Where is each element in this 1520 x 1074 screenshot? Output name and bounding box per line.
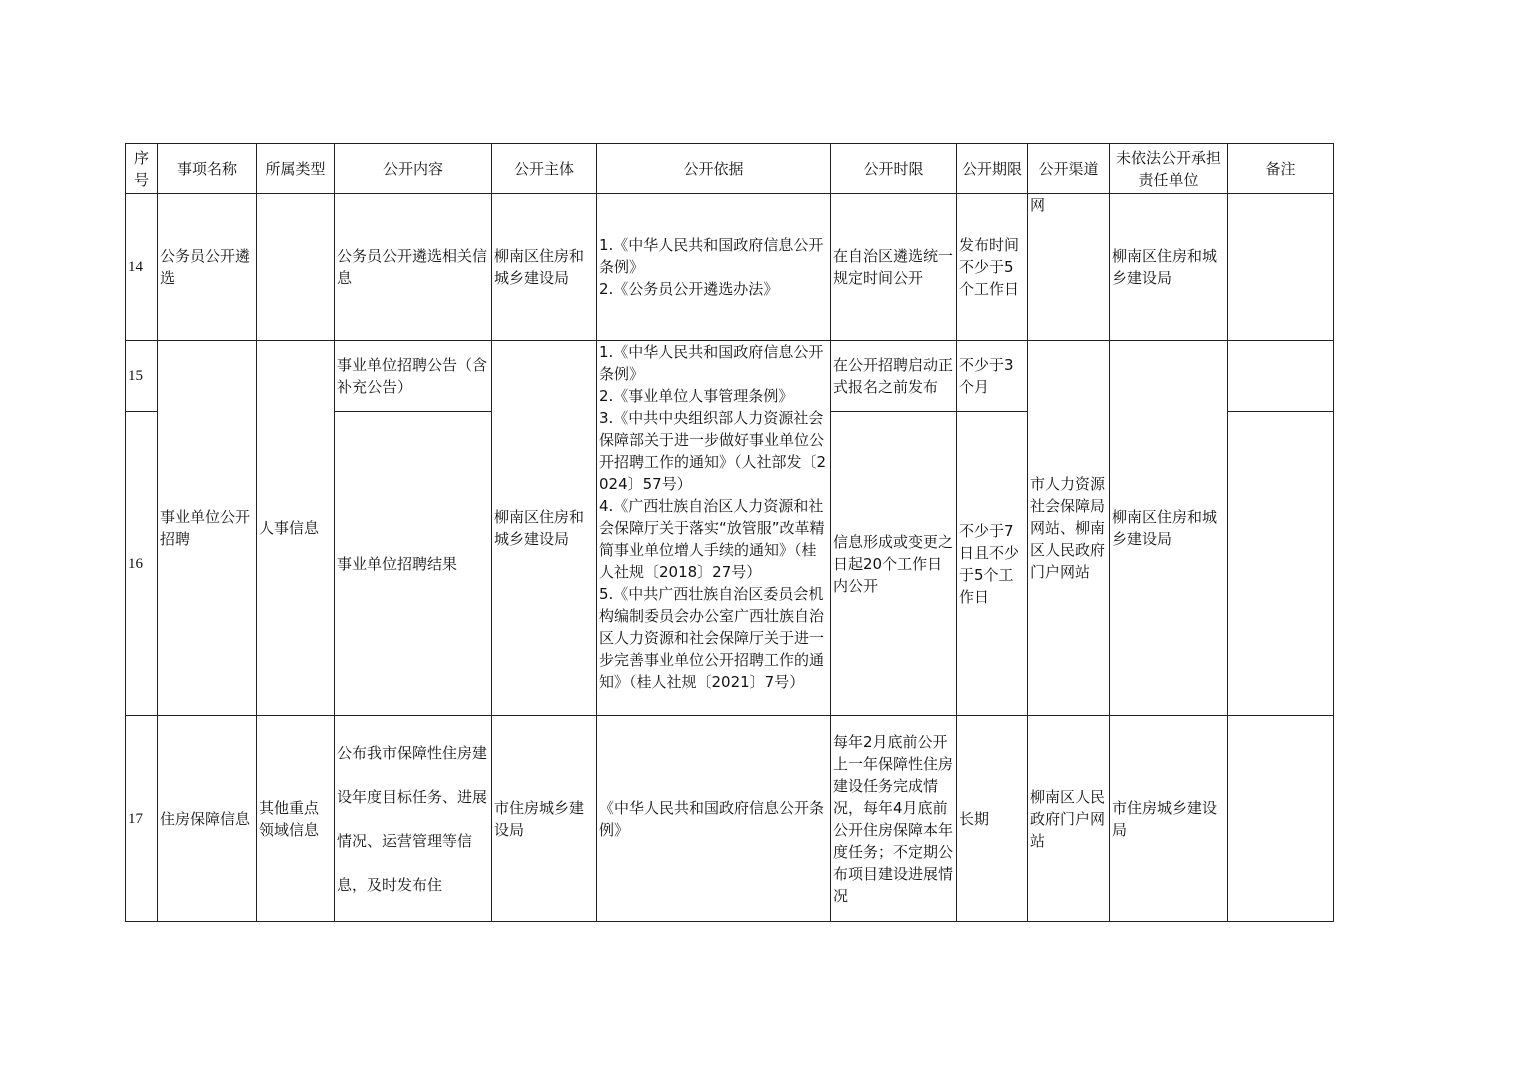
basis-line: 4.《广西壮族自治区人力资源和社会保障厅关于落实“放管服”改革精简事业单位增人手续的通知》（桂人社规〔2018〕27号）: [599, 497, 825, 581]
header-time: 公开时限: [831, 144, 957, 194]
cell-content: 公务员公开遴选相关信息: [335, 194, 492, 341]
cell-term: 不少于3个月: [957, 341, 1028, 412]
cell-channel: 网: [1028, 194, 1110, 341]
cell-term: 发布时间不少于5个工作日: [957, 194, 1028, 341]
cell-time: 每年2月底前公开上一年保障性住房建设任务完成情况，每年4月底前公开住房保障本年度任务；不定期公布项目建设进展情况: [831, 716, 957, 922]
header-term: 公开期限: [957, 144, 1028, 194]
cell-note: [1228, 341, 1334, 412]
cell-time: 在公开招聘启动正式报名之前发布: [831, 341, 957, 412]
cell-term: 不少于7日且不少于5个工作日: [957, 412, 1028, 716]
cell-name: 公务员公开遴选: [158, 194, 257, 341]
basis-line: 2.《公务员公开遴选办法》: [599, 280, 779, 298]
cell-term: 长期: [957, 716, 1028, 922]
cell-seq: 14: [126, 194, 158, 341]
cell-name: 事业单位公开招聘: [158, 341, 257, 716]
header-type: 所属类型: [257, 144, 335, 194]
header-responsible: 未依法公开承担责任单位: [1110, 144, 1228, 194]
cell-seq: 15: [126, 341, 158, 412]
header-note: 备注: [1228, 144, 1334, 194]
cell-subject: 柳南区住房和城乡建设局: [492, 194, 597, 341]
header-seq: 序号: [126, 144, 158, 194]
header-subject: 公开主体: [492, 144, 597, 194]
cell-type: [257, 194, 335, 341]
cell-content: 事业单位招聘公告（含补充公告）: [335, 341, 492, 412]
cell-responsible: 柳南区住房和城乡建设局: [1110, 194, 1228, 341]
cell-subject: 柳南区住房和城乡建设局: [492, 341, 597, 716]
cell-name: 住房保障信息: [158, 716, 257, 922]
table-row: [126, 716, 1334, 922]
cell-content: 事业单位招聘结果: [335, 412, 492, 716]
cell-subject: 市住房城乡建设局: [492, 716, 597, 922]
cell-responsible: 市住房城乡建设局: [1110, 716, 1228, 922]
basis-line: 3.《中共中央组织部人力资源社会保障部关于进一步做好事业单位公开招聘工作的通知》（人社部发〔2024〕57号）: [599, 409, 827, 493]
table-row: [126, 194, 1334, 341]
cell-type: 其他重点领域信息: [257, 716, 335, 922]
cell-channel: 柳南区人民政府门户网站: [1028, 716, 1110, 922]
basis-line: 2.《事业单位人事管理条例》: [599, 387, 794, 405]
cell-type: 人事信息: [257, 341, 335, 716]
disclosure-table: [125, 143, 1334, 922]
cell-seq: 16: [126, 412, 158, 716]
cell-channel: 市人力资源社会保障局网站、柳南区人民政府门户网站: [1028, 341, 1110, 716]
header-basis: 公开依据: [597, 144, 831, 194]
cell-basis: 《中华人民共和国政府信息公开条例》: [597, 716, 831, 922]
header-name: 事项名称: [158, 144, 257, 194]
basis-line: 1.《中华人民共和国政府信息公开条例》: [599, 343, 824, 383]
cell-responsible: 柳南区住房和城乡建设局: [1110, 341, 1228, 716]
cell-time: 在自治区遴选统一规定时间公开: [831, 194, 957, 341]
basis-line: 5.《中共广西壮族自治区委员会机构编制委员会办公室广西壮族自治区人力资源和社会保障厅关于进一步完善事业单位公开招聘工作的通知》（桂人社规〔2021〕7号）: [599, 585, 825, 691]
header-row: [126, 144, 1334, 194]
cell-note: [1228, 716, 1334, 922]
header-content: 公开内容: [335, 144, 492, 194]
cell-seq: 17: [126, 716, 158, 922]
cell-basis: [597, 194, 831, 341]
cell-basis: [597, 341, 831, 716]
basis-line: 1.《中华人民共和国政府信息公开条例》: [599, 236, 824, 276]
cell-note: [1228, 194, 1334, 341]
cell-content: 公布我市保障性住房建设年度目标任务、进展情况、运营管理等信息，及时发布住: [335, 716, 492, 922]
table-row: [126, 341, 1334, 412]
cell-note: [1228, 412, 1334, 716]
header-channel: 公开渠道: [1028, 144, 1110, 194]
cell-time: 信息形成或变更之日起20个工作日内公开: [831, 412, 957, 716]
